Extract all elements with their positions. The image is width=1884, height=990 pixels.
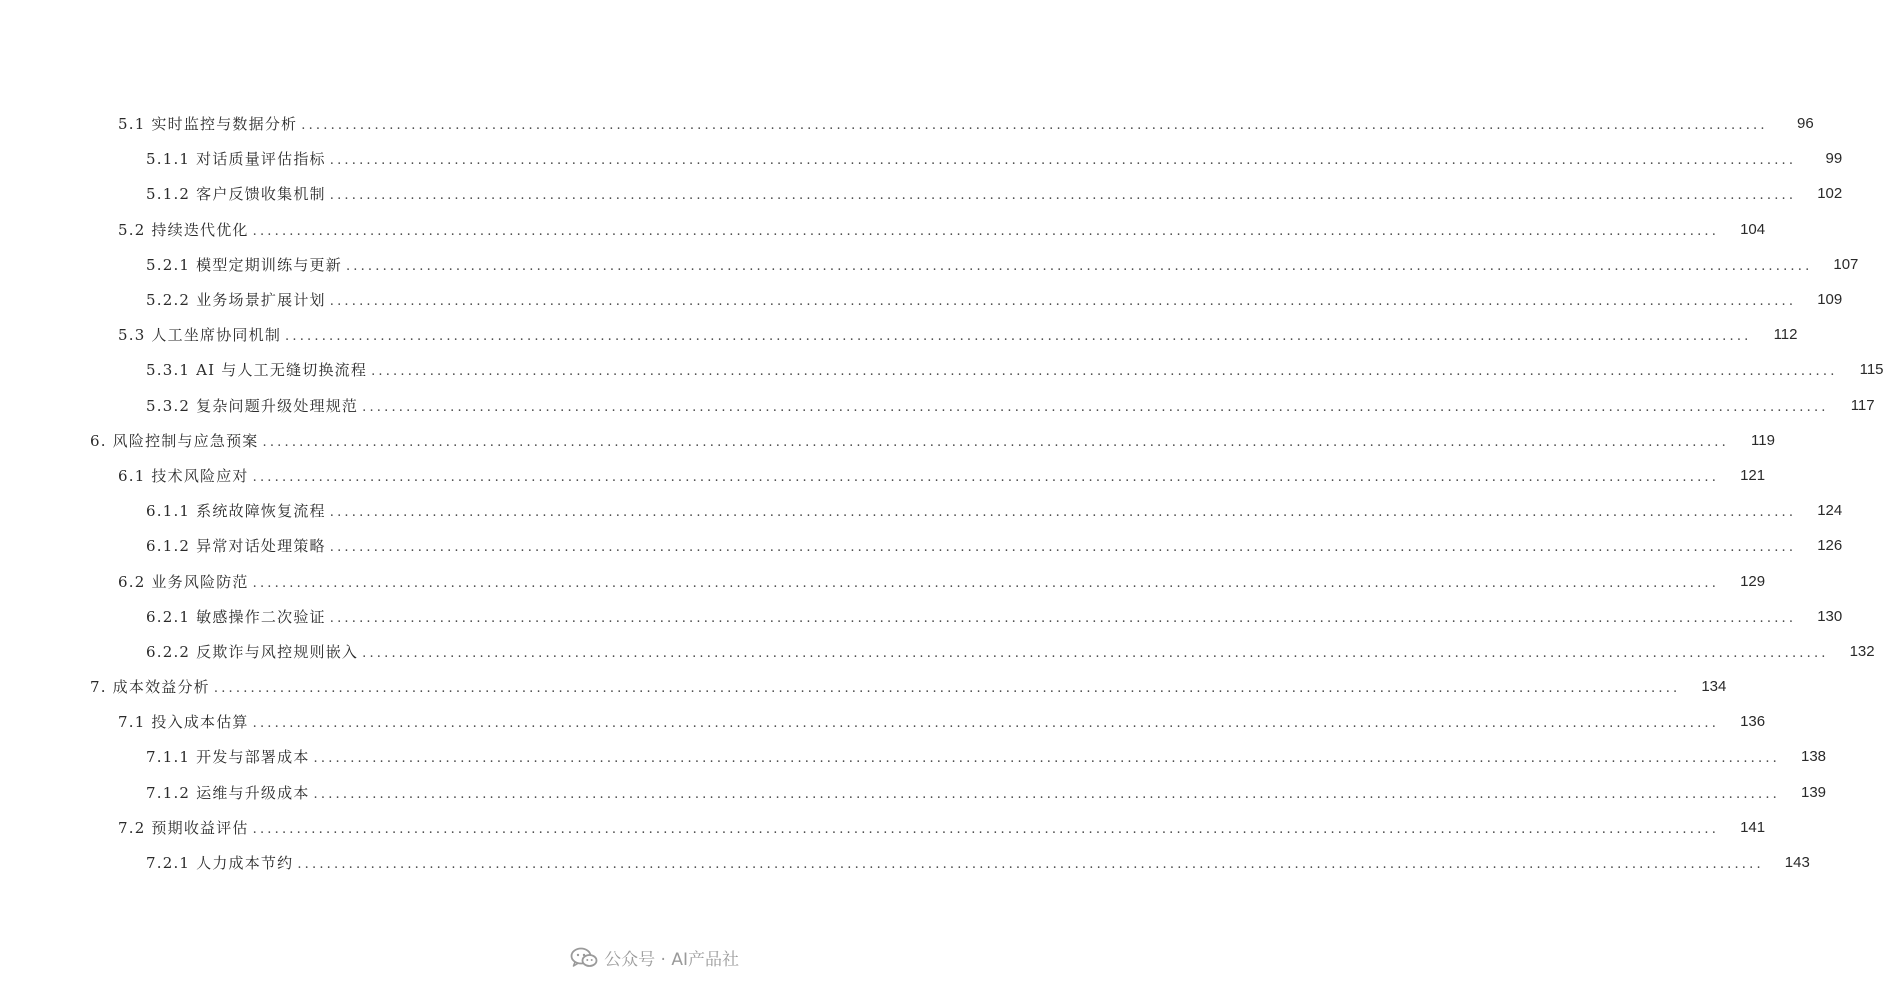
toc-entry-page-number: 107 (1833, 255, 1859, 273)
toc-entry-label: 7.2.1 人力成本节约 (146, 852, 297, 873)
toc-entry-page-number: 119 (1751, 431, 1775, 449)
toc-entry[interactable] (0, 704, 1766, 739)
toc-leader-dots: ........................................................................................................................................................................................................ (329, 294, 1797, 310)
toc-entry-label: 6.1.2 异常对话处理策略 (146, 535, 330, 556)
toc-entry[interactable] (0, 634, 1875, 669)
toc-leader-dots: ........................................................................................................................................................................................................ (329, 153, 1797, 169)
toc-entry[interactable] (0, 669, 1727, 704)
toc-entry[interactable] (0, 810, 1766, 845)
watermark (570, 945, 739, 970)
toc-entry[interactable] (0, 528, 1843, 563)
toc-entry-page-number: 141 (1740, 818, 1766, 836)
toc-entry-label: 7.1.2 运维与升级成本 (146, 782, 314, 803)
toc-entry-page-number: 121 (1740, 466, 1766, 484)
toc-leader-dots: ........................................................................................................................................................................................................ (345, 258, 1813, 274)
toc-entry-page-number: 134 (1701, 678, 1727, 696)
toc-entry-label: 5.3.2 复杂问题升级处理规范 (146, 395, 362, 416)
toc-entry[interactable] (0, 282, 1843, 317)
toc-leader-dots: ........................................................................................................................................................................................................ (262, 434, 1729, 450)
toc-leader-dots: ........................................................................................................................................................................................................ (329, 610, 1797, 626)
toc-entry-page-number: 104 (1740, 220, 1766, 238)
toc-entry-label: 6.2.1 敏感操作二次验证 (146, 606, 330, 627)
toc-entry[interactable] (0, 176, 1843, 211)
toc-entry[interactable] (0, 423, 1775, 458)
toc-entry-page-number: 143 (1784, 854, 1810, 872)
toc-entry-page-number: 124 (1817, 502, 1843, 520)
toc-entry[interactable] (0, 141, 1843, 176)
toc-entry-page-number: 109 (1817, 291, 1843, 309)
watermark-text: 公众号 · AI产品社 (604, 950, 739, 970)
toc-entry-label: 7.2 预期收益评估 (118, 817, 253, 838)
toc-entry[interactable] (0, 775, 1827, 810)
toc-entry-page-number: 139 (1800, 783, 1827, 801)
toc-entry[interactable] (0, 247, 1859, 282)
toc-leader-dots: ........................................................................................................................................................................................................ (252, 223, 1720, 239)
toc-leader-dots: ........................................................................................................................................................................................................ (285, 329, 1752, 345)
toc-leader-dots: ........................................................................................................................................................................................................ (362, 399, 1829, 415)
toc-entry-page-number: 132 (1849, 642, 1875, 660)
toc-leader-dots: ........................................................................................................................................................................................................ (329, 505, 1797, 521)
toc-entry-page-number: 126 (1817, 537, 1843, 555)
toc-entry-label: 5.1.1 对话质量评估指标 (146, 148, 330, 169)
toc-leader-dots: ........................................................................................................................................................................................................ (371, 364, 1838, 380)
toc-leader-dots: ........................................................................................................................................................................................................ (252, 821, 1720, 837)
toc-entry-label: 5.2 持续迭代优化 (118, 219, 253, 240)
toc-entry[interactable] (0, 563, 1766, 598)
toc-leader-dots: ........................................................................................................................................................................................................ (329, 188, 1797, 204)
toc-entry-page-number: 117 (1850, 396, 1875, 414)
toc-entry-label: 5.2.2 业务场景扩展计划 (146, 289, 330, 310)
toc-leader-dots: ........................................................................................................................................................................................................ (329, 540, 1797, 556)
toc-leader-dots: ........................................................................................................................................................................................................ (313, 786, 1781, 802)
toc-entry-label: 6. 风险控制与应急预案 (90, 430, 262, 451)
toc-leader-dots: ........................................................................................................................................................................................................ (252, 575, 1720, 591)
toc-entry-page-number: 130 (1817, 607, 1843, 625)
toc-entry-page-number: 112 (1773, 326, 1798, 344)
toc-entry-label: 6.1.1 系统故障恢复流程 (146, 500, 330, 521)
toc-entry-label: 7.1 投入成本估算 (118, 711, 253, 732)
toc-entry[interactable] (0, 212, 1766, 247)
toc-leader-dots: ........................................................................................................................................................................................................ (313, 751, 1781, 767)
toc-entry-label: 5.3 人工坐席协同机制 (118, 324, 285, 345)
toc-entry[interactable] (0, 739, 1827, 774)
toc-entry-page-number: 99 (1825, 150, 1843, 168)
toc-entry-page-number: 96 (1797, 115, 1814, 133)
toc-entry[interactable] (0, 493, 1843, 528)
toc-leader-dots: ........................................................................................................................................................................................................ (252, 469, 1720, 485)
wechat-icon (570, 947, 598, 969)
toc-entry[interactable] (0, 458, 1766, 493)
toc-entry[interactable] (0, 845, 1810, 880)
toc-entry-label: 6.1 技术风险应对 (118, 465, 253, 486)
toc-entry-label: 7.1.1 开发与部署成本 (146, 746, 314, 767)
toc-entry[interactable] (0, 352, 1884, 387)
toc-entry-page-number: 115 (1859, 361, 1884, 379)
toc-entry[interactable] (0, 106, 1814, 141)
toc-entry-label: 7. 成本效益分析 (90, 676, 214, 697)
toc-entry-label: 5.3.1 AI 与人工无缝切换流程 (146, 359, 371, 380)
toc-leader-dots: ........................................................................................................................................................................................................ (301, 118, 1768, 134)
toc-entry-page-number: 102 (1817, 185, 1843, 203)
toc-entry[interactable] (0, 599, 1843, 634)
toc-entry-page-number: 136 (1740, 713, 1766, 731)
toc-entry-page-number: 129 (1740, 572, 1766, 590)
toc-entry[interactable] (0, 388, 1875, 423)
toc-entry-label: 5.1.2 客户反馈收集机制 (146, 183, 330, 204)
toc-leader-dots: ........................................................................................................................................................................................................ (297, 857, 1764, 873)
toc-entry-label: 6.2 业务风险防范 (118, 571, 253, 592)
toc-entry-label: 5.2.1 模型定期训练与更新 (146, 254, 346, 275)
toc-leader-dots: ........................................................................................................................................................................................................ (252, 716, 1720, 732)
toc-leader-dots: ........................................................................................................................................................................................................ (362, 645, 1829, 661)
toc-entry[interactable] (0, 317, 1798, 352)
toc-leader-dots: ........................................................................................................................................................................................................ (213, 681, 1681, 697)
toc-entry-page-number: 138 (1800, 748, 1827, 766)
toc-entry-label: 6.2.2 反欺诈与风控规则嵌入 (146, 641, 362, 662)
toc-entry-label: 5.1 实时监控与数据分析 (118, 113, 301, 134)
table-of-contents (0, 106, 1884, 880)
